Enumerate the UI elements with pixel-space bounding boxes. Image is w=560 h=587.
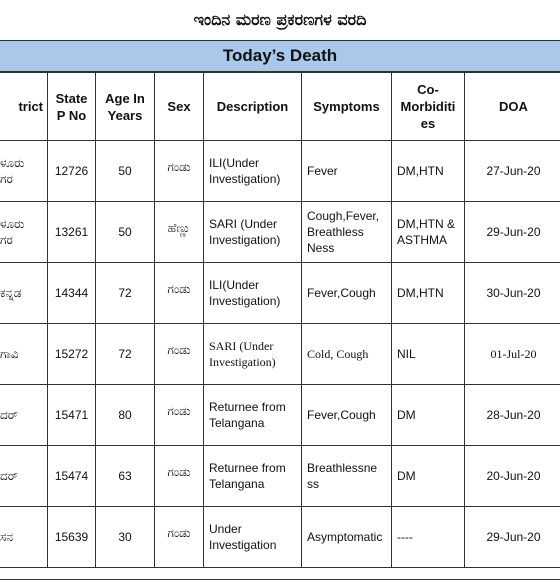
cell-district (0, 141, 48, 202)
table-row (0, 141, 560, 202)
cell-symptoms: Breathlessne ss (302, 446, 392, 507)
table-row (0, 446, 560, 507)
header-district: trict (0, 73, 48, 141)
district-line: ಗರ (0, 233, 13, 247)
cell-district (0, 385, 48, 446)
cell-comorbidities: NIL (392, 324, 465, 385)
cell-doa: 28-Jun-20 (465, 385, 560, 446)
header-age: Age In Years (96, 73, 155, 141)
cell-age: 72 (96, 263, 155, 324)
cell-doa: 30-Jun-20 (465, 263, 560, 324)
cell-description: Returnee from Telangana (204, 385, 302, 446)
cell-sex: ಹೆಣ್ಣು (155, 202, 204, 263)
cell-district (0, 507, 48, 568)
cell-district (0, 446, 48, 507)
cell-description: ILI(Under Investigation) (204, 263, 302, 324)
cell-sex: ಗಂಡು (155, 324, 204, 385)
cell-comorbidities: DM (392, 385, 465, 446)
header-comorbidities: Co-Morbiditi es (392, 73, 465, 141)
death-report-sheet (0, 40, 560, 580)
district-line: ಗಾವಿ (0, 347, 19, 361)
cell-symptoms: Fever (302, 141, 392, 202)
cell-comorbidities: DM,HTN & ASTHMA (392, 202, 465, 263)
cell-comorbidities: DM,HTN (392, 141, 465, 202)
cell-description: Under Investigation (204, 507, 302, 568)
district-line: ದರ್ (0, 469, 18, 483)
cell-age: 80 (96, 385, 155, 446)
cell-state-p-no: 13261 (48, 202, 96, 263)
district-line: ಕನ್ನಡ (0, 286, 22, 300)
cell-district (0, 263, 48, 324)
cell-age: 72 (96, 324, 155, 385)
cell-district (0, 324, 48, 385)
cell-sex: ಗಂಡು (155, 141, 204, 202)
kannada-page-title: ಇಂದಿನ ಮರಣ ಪ್ರಕರಣಗಳ ವರದಿ (193, 10, 367, 29)
table-row (0, 385, 560, 446)
header-doa: DOA (465, 73, 560, 141)
cell-doa: 29-Jun-20 (465, 202, 560, 263)
deaths-table (0, 72, 560, 568)
cell-comorbidities: DM,HTN (392, 263, 465, 324)
cell-sex: ಗಂಡು (155, 446, 204, 507)
table-header-row (0, 73, 560, 141)
district-line: ಳೂರು (0, 217, 25, 231)
table-row (0, 202, 560, 263)
cell-symptoms: Fever,Cough (302, 263, 392, 324)
cell-doa: 27-Jun-20 (465, 141, 560, 202)
cell-sex: ಗಂಡು (155, 507, 204, 568)
cell-description: ILI(Under Investigation) (204, 141, 302, 202)
cell-age: 50 (96, 141, 155, 202)
cell-doa: 29-Jun-20 (465, 507, 560, 568)
cell-state-p-no: 15639 (48, 507, 96, 568)
table-row (0, 507, 560, 568)
cell-district (0, 202, 48, 263)
cell-state-p-no: 14344 (48, 263, 96, 324)
header-description: Description (204, 73, 302, 141)
cell-comorbidities: ---- (392, 507, 465, 568)
todays-death-banner: Today’s Death (0, 41, 560, 72)
cell-age: 63 (96, 446, 155, 507)
header-sex: Sex (155, 73, 204, 141)
table-row (0, 324, 560, 385)
district-line: ದರ್ (0, 408, 18, 422)
table-row (0, 263, 560, 324)
cell-symptoms: Fever,Cough (302, 385, 392, 446)
cell-sex: ಗಂಡು (155, 263, 204, 324)
district-line: ಸನ (0, 530, 14, 544)
district-line: ಗರ (0, 172, 13, 186)
cell-comorbidities: DM (392, 446, 465, 507)
cell-state-p-no: 12726 (48, 141, 96, 202)
cell-age: 30 (96, 507, 155, 568)
cell-symptoms: Cough,Fever, Breathless Ness (302, 202, 392, 263)
cell-doa: 20-Jun-20 (465, 446, 560, 507)
cell-state-p-no: 15272 (48, 324, 96, 385)
cell-state-p-no: 15474 (48, 446, 96, 507)
cell-description: SARI (Under Investigation) (204, 202, 302, 263)
cell-description: Returnee from Telangana (204, 446, 302, 507)
cell-sex: ಗಂಡು (155, 385, 204, 446)
district-line: ಳೂರು (0, 156, 25, 170)
cell-symptoms: Cold, Cough (302, 324, 392, 385)
cell-description: SARI (Under Investigation) (204, 324, 302, 385)
cell-age: 50 (96, 202, 155, 263)
cell-symptoms: Asymptomatic (302, 507, 392, 568)
header-state-p-no: State P No (48, 73, 96, 141)
header-symptoms: Symptoms (302, 73, 392, 141)
cell-doa: 01-Jul-20 (465, 324, 560, 385)
cell-state-p-no: 15471 (48, 385, 96, 446)
